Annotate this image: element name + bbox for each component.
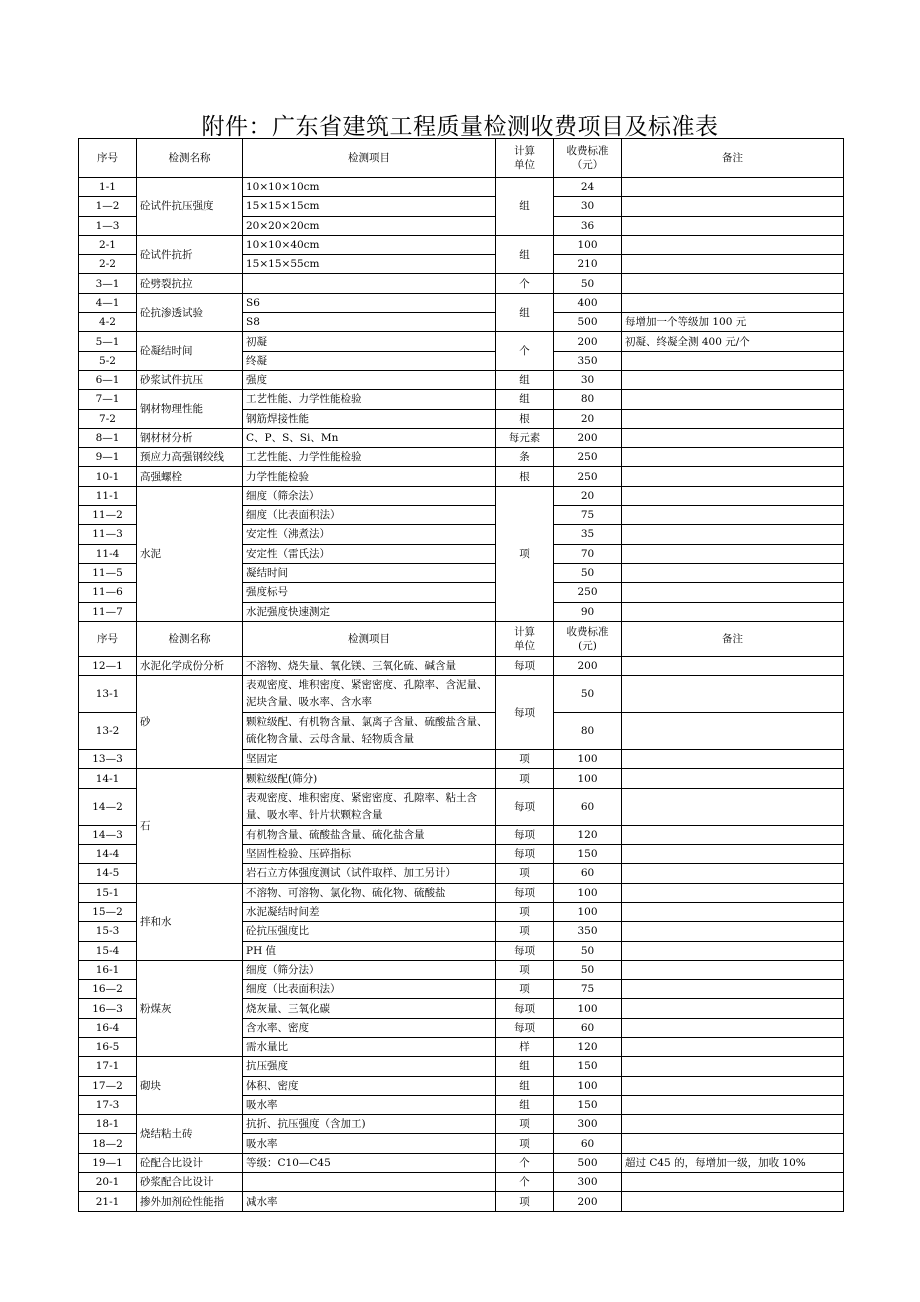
cell-item: 细度（比表面积法） <box>243 980 496 999</box>
cell-note <box>622 864 844 883</box>
cell-note <box>622 602 844 621</box>
cell-seq: 16—2 <box>79 980 137 999</box>
cell-item: 水泥强度快速测定 <box>243 602 496 621</box>
table-row <box>79 960 844 979</box>
cell-seq: 8—1 <box>79 428 137 447</box>
cell-unit: 项 <box>496 864 554 883</box>
header-note: 备注 <box>622 139 844 178</box>
cell-unit: 个 <box>496 1173 554 1192</box>
cell-seq: 18—2 <box>79 1134 137 1153</box>
cell-item: 凝结时间 <box>243 563 496 582</box>
cell-fee: 36 <box>554 216 622 235</box>
cell-item: 钢筋焊接性能 <box>243 409 496 428</box>
cell-note <box>622 370 844 389</box>
cell-item: 安定性（雷氏法） <box>243 544 496 563</box>
cell-unit: 每项 <box>496 1018 554 1037</box>
table-row <box>79 656 844 675</box>
cell-note: 初凝、终凝全测 400 元/个 <box>622 332 844 351</box>
cell-item: 抗压强度 <box>243 1057 496 1076</box>
table-row <box>79 883 844 902</box>
cell-item: 有机物含量、硫酸盐含量、硫化盐含量 <box>243 825 496 844</box>
header-fee: 收费标准 (元) <box>554 621 622 656</box>
cell-seq: 5—1 <box>79 332 137 351</box>
cell-fee: 60 <box>554 864 622 883</box>
cell-fee: 250 <box>554 448 622 467</box>
table-row <box>79 769 844 788</box>
cell-fee: 50 <box>554 676 622 713</box>
table-row <box>79 1153 844 1172</box>
cell-note <box>622 428 844 447</box>
table-row <box>79 332 844 351</box>
cell-fee: 75 <box>554 980 622 999</box>
cell-item: 工艺性能、力学性能检验 <box>243 390 496 409</box>
header-fee: 收费标准 （元） <box>554 139 622 178</box>
cell-note <box>622 656 844 675</box>
cell-seq: 7-2 <box>79 409 137 428</box>
cell-item: 不溶物、可溶物、氯化物、硫化物、硫酸盐 <box>243 883 496 902</box>
cell-item: 不溶物、烧失量、氧化镁、三氧化硫、碱含量 <box>243 656 496 675</box>
table-header-row <box>79 139 844 178</box>
header-item: 检测项目 <box>243 139 496 178</box>
cell-fee: 80 <box>554 713 622 750</box>
cell-fee: 30 <box>554 370 622 389</box>
cell-fee: 250 <box>554 583 622 602</box>
cell-seq: 15-1 <box>79 883 137 902</box>
cell-note <box>622 825 844 844</box>
cell-note <box>622 1076 844 1095</box>
cell-unit: 根 <box>496 467 554 486</box>
cell-note <box>622 583 844 602</box>
cell-unit: 项 <box>496 486 554 621</box>
cell-note <box>622 178 844 197</box>
cell-item: 10×10×40cm <box>243 235 496 254</box>
cell-item: 坚固性检验、压碎指标 <box>243 845 496 864</box>
cell-note <box>622 1192 844 1211</box>
cell-name: 砼试件抗压强度 <box>137 178 243 236</box>
header-seq: 序号 <box>79 139 137 178</box>
table-row <box>79 293 844 312</box>
cell-note <box>622 197 844 216</box>
cell-item: 终凝 <box>243 351 496 370</box>
cell-unit: 组 <box>496 178 554 236</box>
cell-fee: 80 <box>554 390 622 409</box>
table-row <box>79 1057 844 1076</box>
cell-note <box>622 1018 844 1037</box>
header-note: 备注 <box>622 621 844 656</box>
cell-item: S6 <box>243 293 496 312</box>
cell-name: 预应力高强钢绞线 <box>137 448 243 467</box>
cell-seq: 1-1 <box>79 178 137 197</box>
cell-name: 掺外加剂砼性能指 <box>137 1192 243 1211</box>
cell-item: 水泥凝结时间差 <box>243 902 496 921</box>
cell-fee: 100 <box>554 769 622 788</box>
cell-seq: 17-3 <box>79 1095 137 1114</box>
cell-item: 颗粒级配(筛分) <box>243 769 496 788</box>
header-item: 检测项目 <box>243 621 496 656</box>
cell-name: 砂浆配合比设计 <box>137 1173 243 1192</box>
cell-seq: 16—3 <box>79 999 137 1018</box>
cell-fee: 350 <box>554 922 622 941</box>
cell-seq: 13-2 <box>79 713 137 750</box>
cell-unit: 每项 <box>496 788 554 825</box>
cell-name: 钢材材分析 <box>137 428 243 447</box>
cell-fee: 100 <box>554 235 622 254</box>
cell-item: 砼抗压强度比 <box>243 922 496 941</box>
cell-item: PH 值 <box>243 941 496 960</box>
cell-item: 颗粒级配、有机物含量、氯离子含量、硫酸盐含量、硫化物含量、云母含量、轻物质含量 <box>243 713 496 750</box>
cell-fee: 400 <box>554 293 622 312</box>
cell-seq: 11—2 <box>79 506 137 525</box>
cell-note <box>622 544 844 563</box>
cell-note <box>622 351 844 370</box>
cell-fee: 50 <box>554 274 622 293</box>
cell-note <box>622 525 844 544</box>
table-row <box>79 428 844 447</box>
table-header-row <box>79 621 844 656</box>
cell-note <box>622 467 844 486</box>
fee-table <box>78 138 844 1212</box>
cell-note <box>622 902 844 921</box>
cell-fee: 60 <box>554 1134 622 1153</box>
cell-note <box>622 883 844 902</box>
table-row <box>79 448 844 467</box>
cell-name: 砼配合比设计 <box>137 1153 243 1172</box>
cell-item: 强度 <box>243 370 496 389</box>
cell-note <box>622 676 844 713</box>
cell-seq: 11—6 <box>79 583 137 602</box>
cell-note <box>622 1057 844 1076</box>
cell-name: 烧结粘土砖 <box>137 1115 243 1154</box>
cell-seq: 18-1 <box>79 1115 137 1134</box>
cell-unit: 项 <box>496 750 554 769</box>
cell-unit: 项 <box>496 1134 554 1153</box>
cell-item: 烧灰量、三氧化碳 <box>243 999 496 1018</box>
cell-note: 超过 C45 的，每增加一级，加收 10% <box>622 1153 844 1172</box>
cell-name: 砂 <box>137 676 243 769</box>
header-unit: 计算 单位 <box>496 621 554 656</box>
cell-fee: 500 <box>554 1153 622 1172</box>
cell-note <box>622 1037 844 1056</box>
cell-note <box>622 845 844 864</box>
cell-item: 细度（筛余法） <box>243 486 496 505</box>
cell-unit: 项 <box>496 922 554 941</box>
cell-unit: 个 <box>496 332 554 371</box>
cell-note <box>622 713 844 750</box>
cell-note <box>622 1134 844 1153</box>
cell-note <box>622 448 844 467</box>
cell-unit: 每元素 <box>496 428 554 447</box>
cell-item: 15×15×55cm <box>243 255 496 274</box>
cell-seq: 14-5 <box>79 864 137 883</box>
cell-item: 表观密度、堆积密度、紧密密度、孔隙率、粘土含量、吸水率、针片状颗粒含量 <box>243 788 496 825</box>
cell-seq: 1—2 <box>79 197 137 216</box>
cell-fee: 20 <box>554 486 622 505</box>
table-row <box>79 486 844 505</box>
cell-note <box>622 1115 844 1134</box>
cell-unit: 组 <box>496 370 554 389</box>
cell-seq: 10-1 <box>79 467 137 486</box>
cell-item <box>243 274 496 293</box>
cell-item: 抗折、抗压强度（含加工) <box>243 1115 496 1134</box>
cell-item: 含水率、密度 <box>243 1018 496 1037</box>
cell-note <box>622 390 844 409</box>
cell-seq: 11—7 <box>79 602 137 621</box>
cell-fee: 90 <box>554 602 622 621</box>
table-row <box>79 676 844 713</box>
cell-item: 等级：C10—C45 <box>243 1153 496 1172</box>
cell-item: 15×15×15cm <box>243 197 496 216</box>
cell-fee: 50 <box>554 563 622 582</box>
cell-fee: 100 <box>554 1076 622 1095</box>
cell-unit: 样 <box>496 1037 554 1056</box>
cell-note <box>622 980 844 999</box>
cell-seq: 5-2 <box>79 351 137 370</box>
cell-item: 吸水率 <box>243 1134 496 1153</box>
cell-fee: 100 <box>554 902 622 921</box>
cell-fee: 350 <box>554 351 622 370</box>
cell-unit: 每项 <box>496 825 554 844</box>
table-row <box>79 178 844 197</box>
cell-note <box>622 788 844 825</box>
cell-unit: 项 <box>496 769 554 788</box>
cell-name: 砼试件抗折 <box>137 235 243 274</box>
cell-seq: 14-4 <box>79 845 137 864</box>
cell-fee: 200 <box>554 428 622 447</box>
cell-unit: 每项 <box>496 656 554 675</box>
cell-name: 砼凝结时间 <box>137 332 243 371</box>
cell-item: 力学性能检验 <box>243 467 496 486</box>
cell-seq: 12—1 <box>79 656 137 675</box>
cell-note <box>622 750 844 769</box>
cell-unit: 每项 <box>496 676 554 750</box>
cell-fee: 210 <box>554 255 622 274</box>
cell-item: C、P、S、Si、Mn <box>243 428 496 447</box>
cell-fee: 50 <box>554 941 622 960</box>
cell-unit: 每项 <box>496 883 554 902</box>
cell-seq: 4—1 <box>79 293 137 312</box>
cell-fee: 100 <box>554 999 622 1018</box>
cell-seq: 14—2 <box>79 788 137 825</box>
cell-note <box>622 216 844 235</box>
cell-item: 体积、密度 <box>243 1076 496 1095</box>
cell-item: 10×10×10cm <box>243 178 496 197</box>
cell-note: 每增加一个等级加 100 元 <box>622 313 844 332</box>
cell-item: 初凝 <box>243 332 496 351</box>
cell-name: 石 <box>137 769 243 883</box>
table-row <box>79 390 844 409</box>
cell-note <box>622 255 844 274</box>
cell-unit: 条 <box>496 448 554 467</box>
header-unit: 计算 单位 <box>496 139 554 178</box>
cell-item: 坚固定 <box>243 750 496 769</box>
cell-fee: 500 <box>554 313 622 332</box>
cell-seq: 7—1 <box>79 390 137 409</box>
cell-unit: 个 <box>496 1153 554 1172</box>
cell-unit: 根 <box>496 409 554 428</box>
cell-seq: 20-1 <box>79 1173 137 1192</box>
cell-unit: 每项 <box>496 999 554 1018</box>
cell-note <box>622 293 844 312</box>
cell-item: 表观密度、堆积密度、紧密密度、孔隙率、含泥量、泥块含量、吸水率、含水率 <box>243 676 496 713</box>
cell-seq: 21-1 <box>79 1192 137 1211</box>
cell-seq: 11—3 <box>79 525 137 544</box>
cell-seq: 14-1 <box>79 769 137 788</box>
cell-unit: 组 <box>496 1076 554 1095</box>
cell-note <box>622 235 844 254</box>
cell-name: 钢材物理性能 <box>137 390 243 429</box>
cell-fee: 35 <box>554 525 622 544</box>
cell-note <box>622 506 844 525</box>
cell-fee: 120 <box>554 1037 622 1056</box>
cell-note <box>622 409 844 428</box>
cell-seq: 3—1 <box>79 274 137 293</box>
cell-seq: 11—5 <box>79 563 137 582</box>
table-row <box>79 370 844 389</box>
cell-name: 水泥 <box>137 486 243 621</box>
cell-unit: 项 <box>496 902 554 921</box>
cell-fee: 70 <box>554 544 622 563</box>
cell-item: 吸水率 <box>243 1095 496 1114</box>
cell-unit: 项 <box>496 980 554 999</box>
cell-unit: 每项 <box>496 845 554 864</box>
cell-fee: 200 <box>554 332 622 351</box>
cell-seq: 16-1 <box>79 960 137 979</box>
cell-item: 工艺性能、力学性能检验 <box>243 448 496 467</box>
cell-fee: 60 <box>554 788 622 825</box>
cell-fee: 200 <box>554 656 622 675</box>
cell-note <box>622 941 844 960</box>
cell-fee: 300 <box>554 1173 622 1192</box>
cell-item: 安定性（沸煮法） <box>243 525 496 544</box>
cell-fee: 75 <box>554 506 622 525</box>
cell-name: 砌块 <box>137 1057 243 1115</box>
header-name: 检测名称 <box>137 621 243 656</box>
table-row <box>79 1173 844 1192</box>
cell-note <box>622 999 844 1018</box>
cell-note <box>622 769 844 788</box>
cell-seq: 2-1 <box>79 235 137 254</box>
cell-note <box>622 1095 844 1114</box>
cell-unit: 每项 <box>496 941 554 960</box>
cell-seq: 14—3 <box>79 825 137 844</box>
header-seq: 序号 <box>79 621 137 656</box>
cell-fee: 150 <box>554 845 622 864</box>
cell-name: 水泥化学成份分析 <box>137 656 243 675</box>
cell-unit: 项 <box>496 960 554 979</box>
cell-fee: 300 <box>554 1115 622 1134</box>
table-row <box>79 1192 844 1211</box>
cell-unit: 组 <box>496 293 554 332</box>
table-row <box>79 235 844 254</box>
cell-seq: 6—1 <box>79 370 137 389</box>
cell-item: 岩石立方体强度测试（试件取样、加工另计） <box>243 864 496 883</box>
cell-unit: 组 <box>496 1057 554 1076</box>
cell-name: 砼抗渗透试验 <box>137 293 243 332</box>
cell-seq: 11-4 <box>79 544 137 563</box>
cell-name: 拌和水 <box>137 883 243 960</box>
cell-item: 细度（比表面积法） <box>243 506 496 525</box>
cell-note <box>622 563 844 582</box>
cell-seq: 17-1 <box>79 1057 137 1076</box>
cell-fee: 150 <box>554 1057 622 1076</box>
cell-seq: 11-1 <box>79 486 137 505</box>
cell-seq: 16-5 <box>79 1037 137 1056</box>
header-name: 检测名称 <box>137 139 243 178</box>
cell-seq: 13—3 <box>79 750 137 769</box>
cell-item <box>243 1173 496 1192</box>
cell-fee: 150 <box>554 1095 622 1114</box>
cell-unit: 个 <box>496 274 554 293</box>
cell-fee: 200 <box>554 1192 622 1211</box>
cell-name: 高强螺栓 <box>137 467 243 486</box>
cell-seq: 9—1 <box>79 448 137 467</box>
cell-seq: 2-2 <box>79 255 137 274</box>
page-title: 附件：广东省建筑工程质量检测收费项目及标准表 <box>201 114 719 140</box>
cell-item: 强度标号 <box>243 583 496 602</box>
cell-name: 粉煤灰 <box>137 960 243 1056</box>
cell-name: 砼劈裂抗拉 <box>137 274 243 293</box>
cell-unit: 组 <box>496 235 554 274</box>
cell-note <box>622 486 844 505</box>
table-row <box>79 1115 844 1134</box>
cell-seq: 17—2 <box>79 1076 137 1095</box>
cell-unit: 组 <box>496 390 554 409</box>
cell-name: 砂浆试件抗压 <box>137 370 243 389</box>
cell-fee: 20 <box>554 409 622 428</box>
table-row <box>79 274 844 293</box>
cell-unit: 项 <box>496 1115 554 1134</box>
cell-note <box>622 1173 844 1192</box>
cell-fee: 120 <box>554 825 622 844</box>
cell-seq: 15-3 <box>79 922 137 941</box>
cell-fee: 50 <box>554 960 622 979</box>
cell-fee: 100 <box>554 883 622 902</box>
cell-seq: 13-1 <box>79 676 137 713</box>
cell-note <box>622 922 844 941</box>
cell-item: S8 <box>243 313 496 332</box>
cell-seq: 4-2 <box>79 313 137 332</box>
cell-note <box>622 274 844 293</box>
cell-item: 减水率 <box>243 1192 496 1211</box>
cell-item: 细度（筛分法） <box>243 960 496 979</box>
table-row <box>79 467 844 486</box>
cell-note <box>622 960 844 979</box>
cell-seq: 16-4 <box>79 1018 137 1037</box>
cell-fee: 250 <box>554 467 622 486</box>
cell-fee: 24 <box>554 178 622 197</box>
cell-seq: 15-4 <box>79 941 137 960</box>
cell-fee: 30 <box>554 197 622 216</box>
cell-seq: 19—1 <box>79 1153 137 1172</box>
cell-item: 20×20×20cm <box>243 216 496 235</box>
cell-unit: 组 <box>496 1095 554 1114</box>
cell-seq: 1—3 <box>79 216 137 235</box>
cell-unit: 项 <box>496 1192 554 1211</box>
cell-fee: 100 <box>554 750 622 769</box>
cell-seq: 15—2 <box>79 902 137 921</box>
cell-fee: 60 <box>554 1018 622 1037</box>
cell-item: 需水量比 <box>243 1037 496 1056</box>
